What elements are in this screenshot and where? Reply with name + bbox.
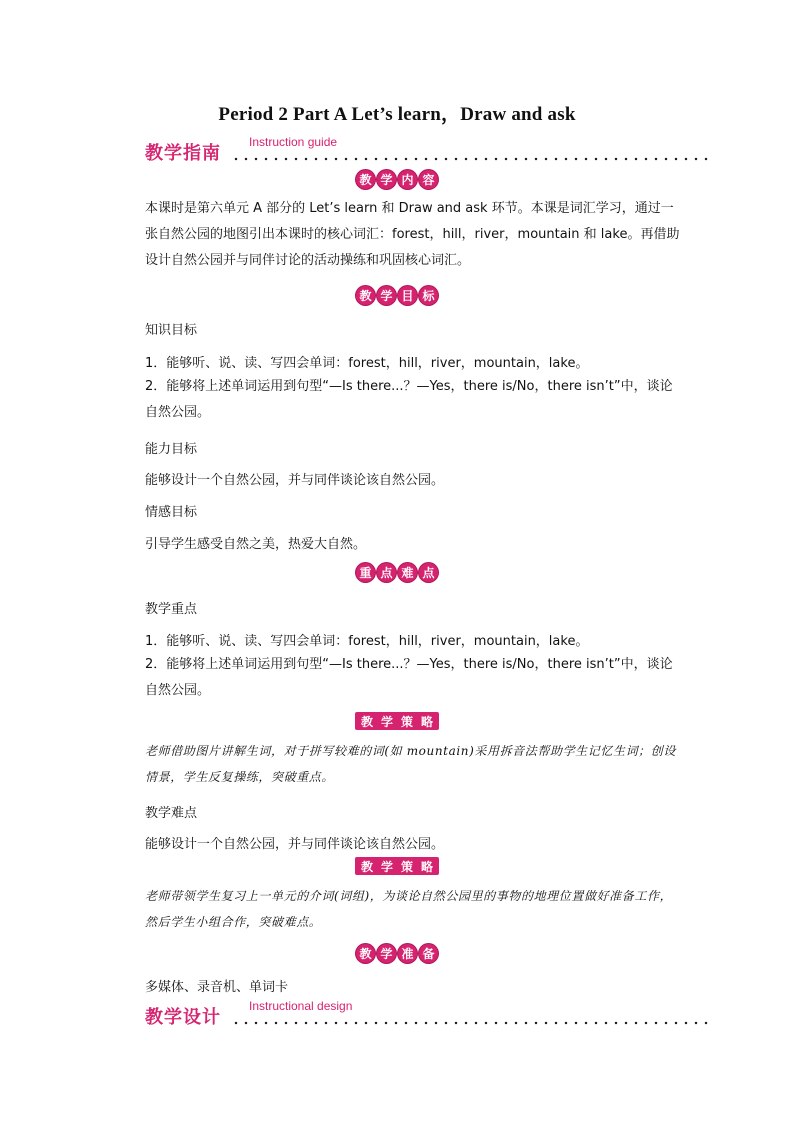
emotion-goal: 引导学生感受自然之美，热爱大自然。	[145, 537, 367, 552]
badge-char: 学	[377, 286, 396, 305]
badge-char: 标	[419, 286, 438, 305]
badge-char: 容	[419, 170, 438, 189]
badge-char: 教	[360, 859, 373, 874]
design-cn-label: 教学设计	[145, 1007, 221, 1028]
badge-char: 策	[400, 859, 413, 874]
knowledge-goals-label: 知识目标	[145, 323, 198, 338]
design-en-label: Instructional design	[249, 999, 353, 1013]
knowledge-goal-1: 1．能够听、说、读、写四会单词：forest，hill，river，mountain，lake。	[145, 356, 589, 371]
difficulty-text: 能够设计一个自然公园，并与同伴谈论该自然公园。	[145, 837, 445, 852]
badge-char: 点	[419, 563, 438, 582]
focus-point-2: 2．能够将上述单词运用到句型“—Is there...？—Yes，there is/No，there isn’t”中，谈论自然公园。	[145, 657, 673, 698]
dotted-divider	[231, 157, 710, 161]
content-badge	[0, 170, 794, 189]
badge-char: 学	[380, 714, 393, 729]
difficulty-label: 教学难点	[145, 806, 198, 821]
emotion-goals-label: 情感目标	[145, 505, 198, 520]
badge-char: 内	[398, 170, 417, 189]
badge-char: 学	[380, 859, 393, 874]
strategy-1-text: 老师借助图片讲解生词，对于拼写较难的词(如 mountain)采用拆音法帮助学生记忆生词；创设情景，学生反复操练，突破重点。	[145, 744, 676, 784]
strategy-badge-2	[0, 857, 794, 875]
badge-char: 策	[400, 714, 413, 729]
badge-char: 略	[420, 859, 433, 874]
badge-char: 略	[420, 714, 433, 729]
dotted-divider	[231, 1021, 710, 1025]
badge-char: 学	[377, 170, 396, 189]
badge-char: 教	[360, 714, 373, 729]
badge-char: 教	[356, 944, 375, 963]
badge-char: 教	[356, 170, 375, 189]
instruction-guide-header	[145, 137, 710, 167]
content-paragraph-text: 本课时是第六单元 A 部分的 Let’s learn 和 Draw and ask 环节。本课是词汇学习，通过一张自然公园的地图引出本课时的核心词汇：forest，hill，river，mountain 和 lake。再借助设计自然公园并与同伴讨论的活动操练和巩固核心词汇。	[145, 201, 680, 268]
guide-cn-label: 教学指南	[145, 143, 221, 164]
instructional-design-header	[145, 1001, 710, 1031]
focus-point-1: 1．能够听、说、读、写四会单词：forest，hill，river，mountain，lake。	[145, 634, 589, 649]
badge-char: 准	[398, 944, 417, 963]
content-paragraph	[145, 196, 681, 274]
strategy-2-text: 老师带领学生复习上一单元的介词(词组)，为谈论自然公园里的事物的地理位置做好准备工作，然后学生小组合作，突破难点。	[145, 889, 673, 929]
strategy-badge-1	[0, 712, 794, 730]
key-points-badge	[0, 563, 794, 582]
ability-goal: 能够设计一个自然公园，并与同伴谈论该自然公园。	[145, 473, 445, 488]
badge-char: 教	[356, 286, 375, 305]
prep-text: 多媒体、录音机、单词卡	[145, 980, 289, 995]
badge-char: 点	[377, 563, 396, 582]
page-title: Period 2 Part A Let’s learn，Draw and ask	[218, 104, 576, 125]
badge-char: 目	[398, 286, 417, 305]
goals-badge	[0, 286, 794, 305]
guide-en-label: Instruction guide	[249, 135, 338, 149]
focus-label: 教学重点	[145, 602, 198, 617]
badge-char: 备	[419, 944, 438, 963]
ability-goals-label: 能力目标	[145, 442, 198, 457]
knowledge-goal-2: 2．能够将上述单词运用到句型“—Is there...？—Yes，there is/No，there isn’t”中，谈论自然公园。	[145, 379, 673, 420]
prep-badge	[0, 944, 794, 963]
badge-char: 学	[377, 944, 396, 963]
badge-char: 重	[356, 563, 375, 582]
badge-char: 难	[398, 563, 417, 582]
